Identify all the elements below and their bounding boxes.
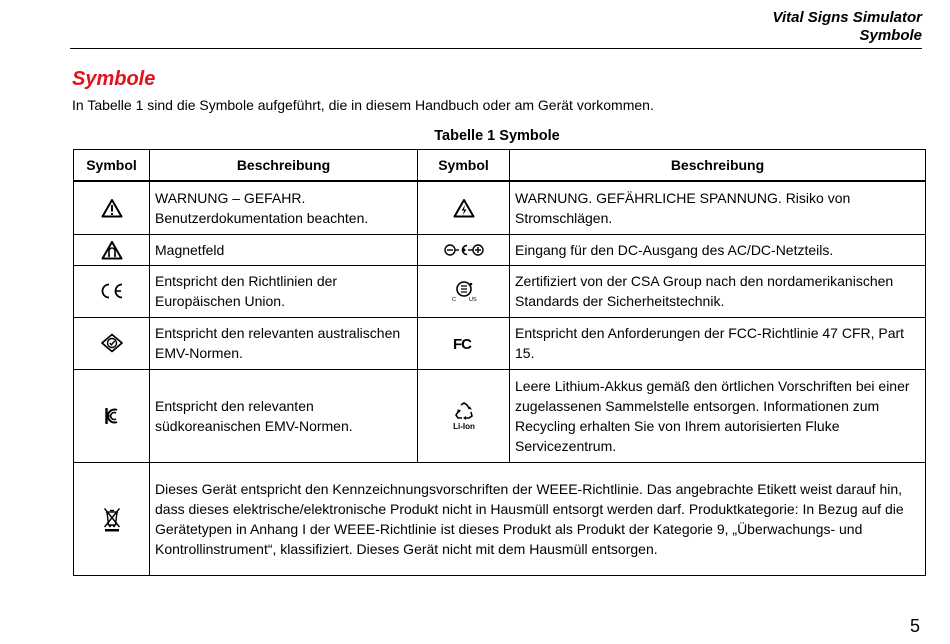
symbol-cell — [418, 265, 510, 317]
fcc-mark-icon — [452, 334, 476, 352]
csa-us-label: US — [468, 297, 477, 303]
header-title: Vital Signs Simulator — [772, 9, 922, 26]
table-row — [74, 317, 926, 369]
rcm-mark-icon — [100, 333, 124, 353]
fcc-label: FC — [452, 336, 471, 352]
table-row — [74, 462, 926, 575]
li-ion-recycle-icon — [447, 401, 481, 431]
weee-bin-icon — [102, 506, 122, 532]
symbol-cell — [74, 462, 150, 575]
kc-mark-icon — [102, 405, 122, 427]
column-header-symbol: Symbol — [74, 150, 150, 182]
column-header-symbol: Symbol — [418, 150, 510, 182]
symbol-description: Magnetfeld — [150, 234, 418, 265]
warning-triangle-icon — [101, 198, 123, 218]
symbol-description: Zertifiziert von der CSA Group nach den nordamerikanischen Standards der Sicherheitstechnik. — [510, 265, 926, 317]
symbol-cell — [418, 234, 510, 265]
symbol-cell — [418, 181, 510, 234]
symbol-cell — [418, 369, 510, 462]
symbols-table — [73, 149, 926, 576]
table-row — [74, 265, 926, 317]
table-row — [74, 181, 926, 234]
symbol-description: Entspricht den Anforderungen der FCC-Richtlinie 47 CFR, Part 15. — [510, 317, 926, 369]
voltage-warning-icon — [453, 198, 475, 218]
page-number: 5 — [909, 616, 920, 636]
section-title: Symbole — [72, 68, 156, 90]
symbol-cell — [74, 369, 150, 462]
symbol-description: Leere Lithium-Akkus gemäß den örtlichen Vorschriften bei einer zugelassenen Sammelstelle entsorgen. Informationen zum Recycling erhalten Sie von Ihrem autorisierten Fluke Servicezentrum. — [510, 369, 926, 462]
column-header-description: Beschreibung — [510, 150, 926, 182]
table-row — [74, 234, 926, 265]
symbol-description: Entspricht den relevanten australischen EMV-Normen. — [150, 317, 418, 369]
running-header — [773, 8, 922, 45]
symbol-cell — [74, 234, 150, 265]
symbol-description: Dieses Gerät entspricht den Kennzeichnungsvorschriften der WEEE-Richtlinie. Das angebrachte Etikett weist darauf hin, dass dieses elektrische/elektronische Produkt nicht in Hausmüll entsorgt werden darf. Produktkategorie: In Bezug auf die Gerätetypen in Anhang I der WEEE-Richtlinie ist dieses Produkt als Produkt der Kategorie 9, „Überwachungs- und Kontrollinstrument“, klassifiziert. Dieses Gerät nicht mit dem Hausmüll entsorgen. — [150, 462, 926, 575]
symbol-description: Eingang für den DC-Ausgang des AC/DC-Netzteils. — [510, 234, 926, 265]
section-intro: In Tabelle 1 sind die Symbole aufgeführt, die in diesem Handbuch oder am Gerät vorkommen. — [72, 97, 654, 113]
csa-c-label: C — [451, 297, 456, 303]
table-header-row — [74, 150, 926, 182]
column-header-description: Beschreibung — [150, 150, 418, 182]
symbol-description: WARNUNG – GEFAHR. Benutzerdokumentation beachten. — [150, 181, 418, 234]
symbol-description: Entspricht den relevanten südkoreanischen EMV-Normen. — [150, 369, 418, 462]
symbol-cell — [74, 265, 150, 317]
table-row — [74, 369, 926, 462]
table-caption: Tabelle 1 Symbole — [434, 128, 560, 144]
symbol-description: Entspricht den Richtlinien der Europäischen Union. — [150, 265, 418, 317]
magnetic-field-icon — [101, 240, 123, 260]
li-ion-label: Li-Ion — [452, 421, 475, 431]
dc-polarity-icon — [443, 242, 485, 258]
symbol-cell — [418, 317, 510, 369]
header-rule — [70, 48, 922, 49]
symbol-description: WARNUNG. GEFÄHRLICHE SPANNUNG. Risiko von Stromschlägen. — [510, 181, 926, 234]
symbol-cell — [74, 317, 150, 369]
ce-mark-icon — [99, 282, 125, 300]
header-subtitle: Symbole — [859, 27, 922, 44]
symbol-cell — [74, 181, 150, 234]
csa-mark-icon — [449, 279, 479, 303]
